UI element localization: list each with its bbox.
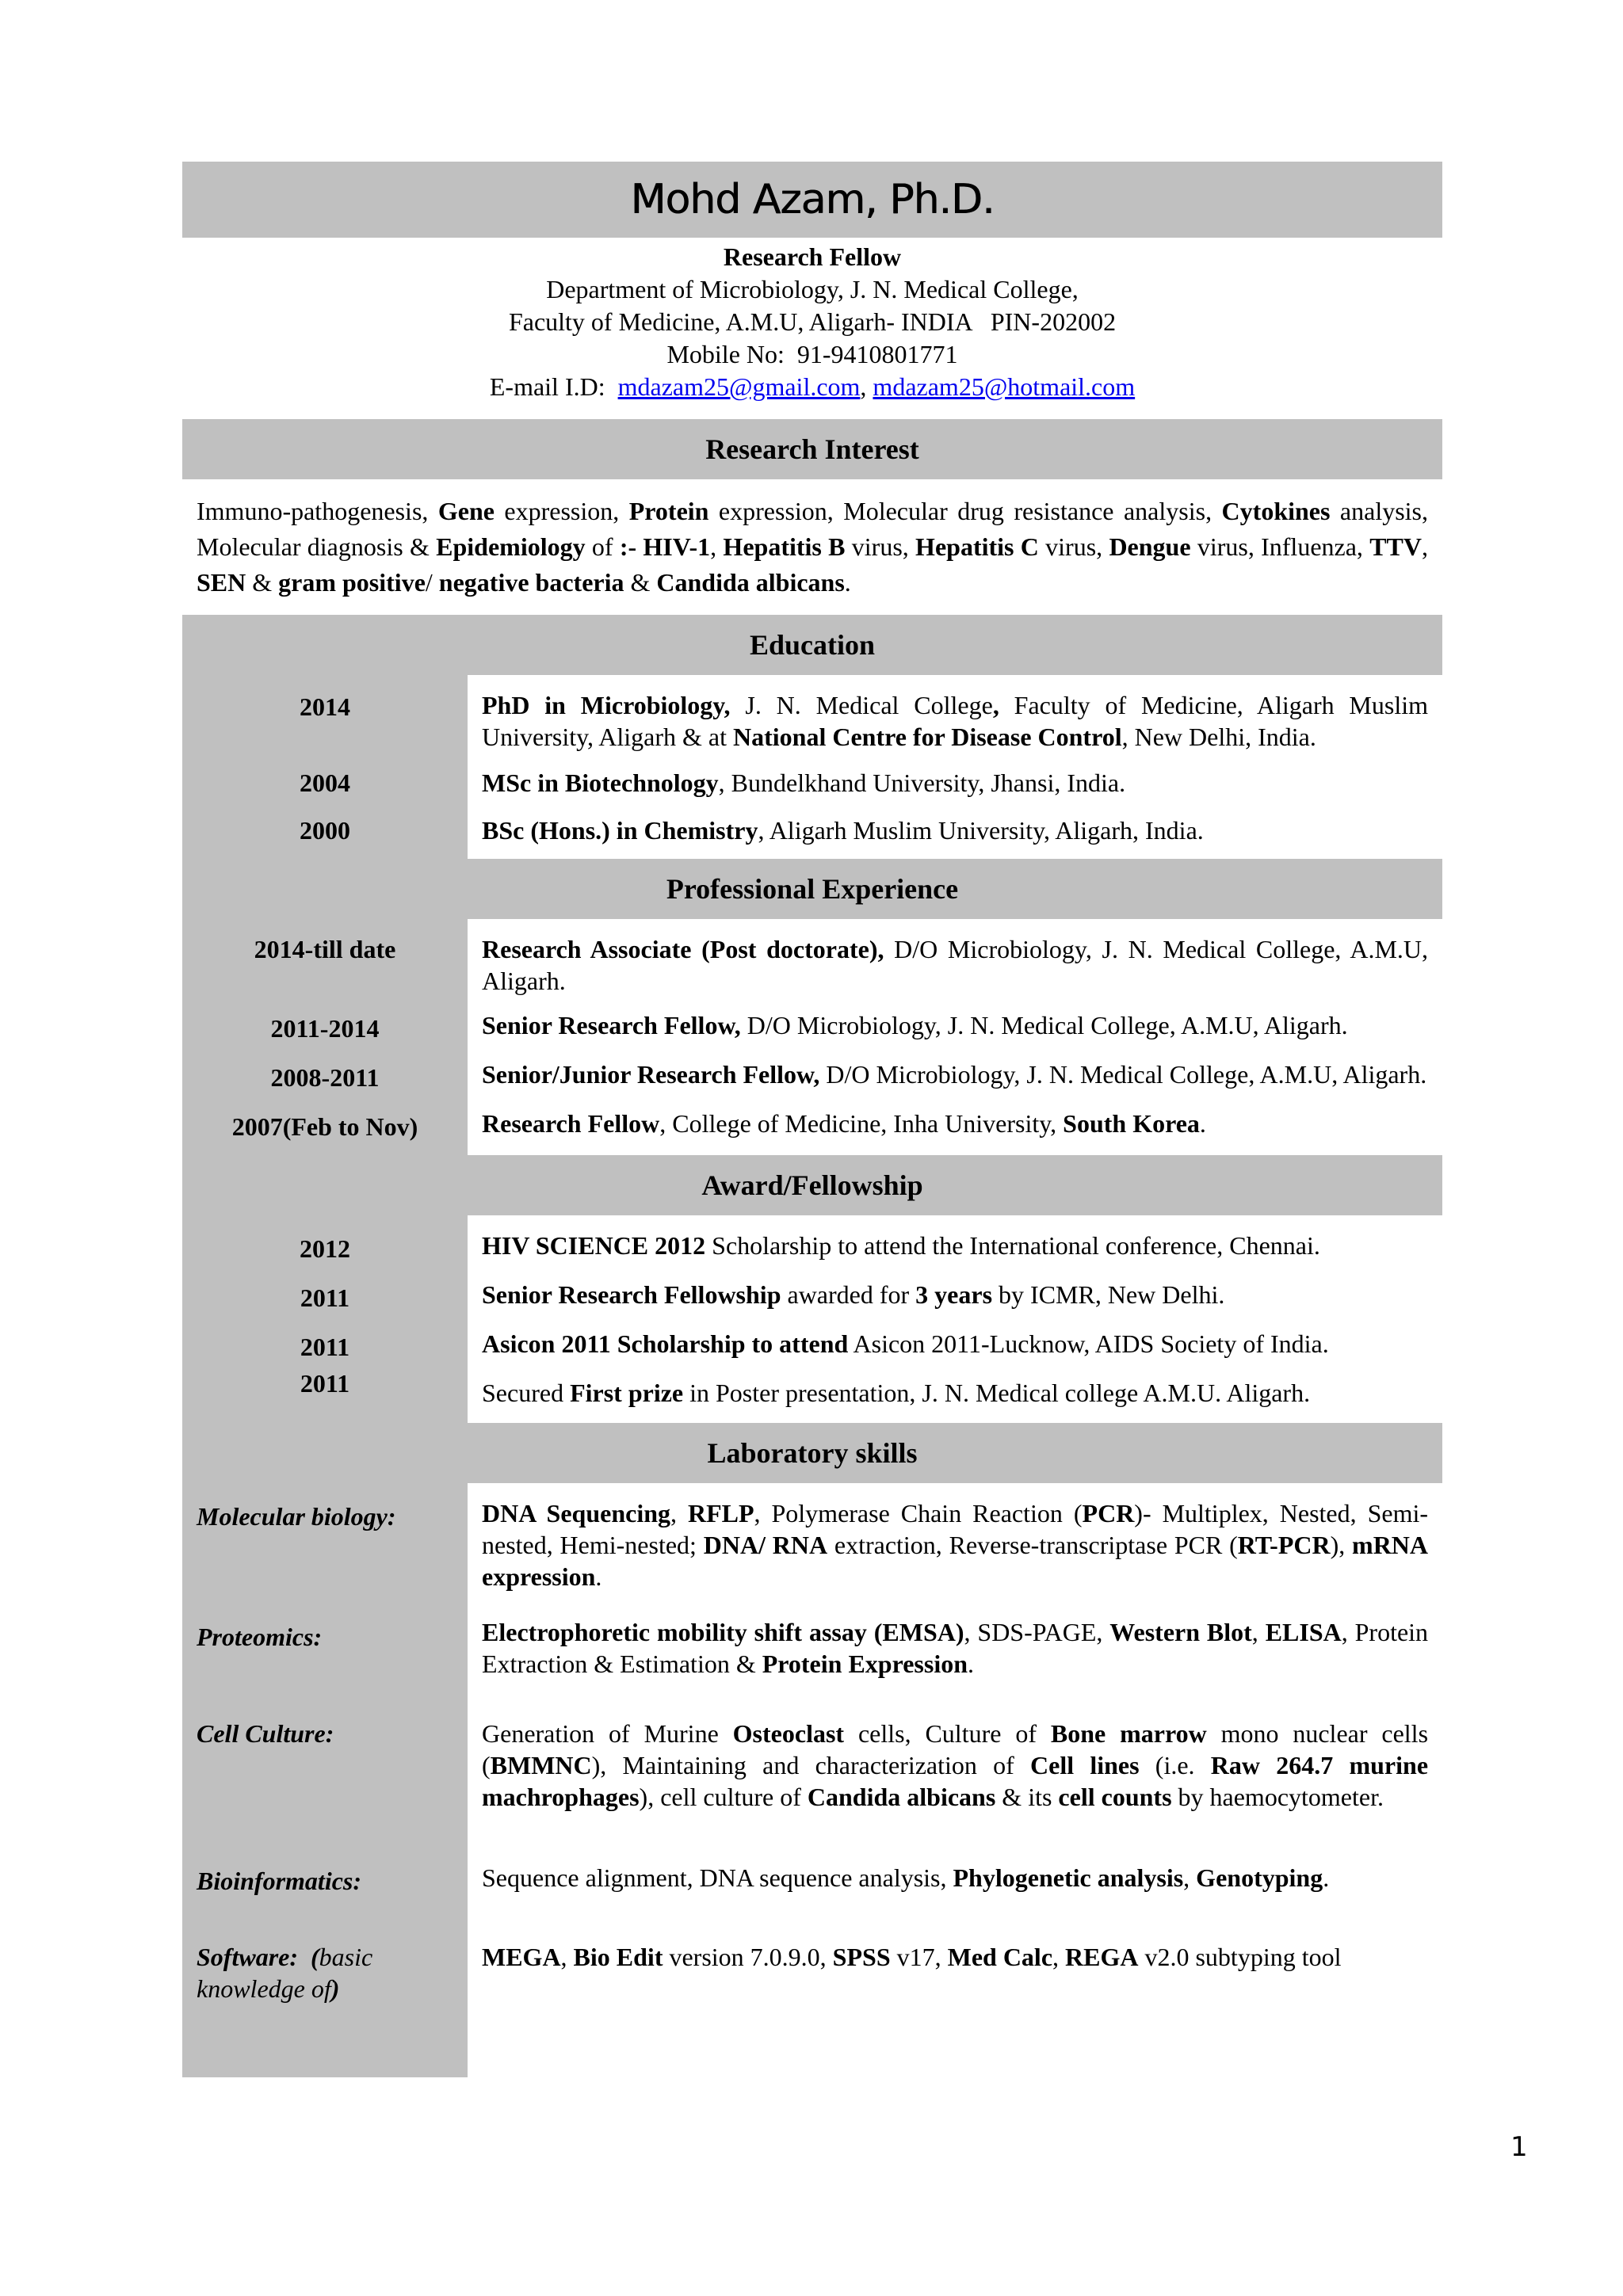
- education-row: [182, 753, 1442, 799]
- award-row: [182, 1314, 1442, 1363]
- email-link-gmail[interactable]: mdazam25@gmail.com: [617, 372, 861, 401]
- education-year: 2000: [300, 816, 350, 845]
- experience-detail: Research Fellow, College of Medicine, Inha University, South Korea.: [482, 1109, 1206, 1138]
- name-banner: [182, 162, 1442, 238]
- education-row: [182, 799, 1442, 859]
- experience-period: 2008-2011: [270, 1063, 380, 1092]
- email-line: [182, 371, 1442, 403]
- page-number: 1: [1510, 2131, 1528, 2163]
- skill-row: [182, 1604, 1442, 1718]
- education-detail: PhD in Microbiology, J. N. Medical College, Faculty of Medicine, Aligarh Muslim University, Aligarh & at National Centre for Disease Control, New Delhi, India.: [482, 691, 1429, 751]
- award-detail: Asicon 2011 Scholarship to attend Asicon 2011-Lucknow, AIDS Society of India.: [482, 1329, 1329, 1358]
- research-interest-text: Immuno-pathogenesis, Gene expression, Protein expression, Molecular drug resistance analysis, Cytokines analysis, Molecular diagnosis & Epidemiology of :- HIV-1, Hepatitis B virus, Hepatitis C virus, Dengue virus, Influenza, TTV, SEN & gram positive/ negative bacteria & Candida albicans.: [197, 497, 1429, 597]
- award-year: 2011: [300, 1333, 350, 1361]
- skill-label: Cell Culture:: [197, 1719, 334, 1748]
- skill-row: [182, 1483, 1442, 1604]
- skill-row: [182, 1862, 1442, 1941]
- email-link-hotmail[interactable]: mdazam25@hotmail.com: [873, 372, 1136, 401]
- education-detail: MSc in Biotechnology, Bundelkhand University, Jhansi, India.: [482, 769, 1126, 797]
- award-row: [182, 1264, 1442, 1314]
- job-title: Research Fellow: [723, 242, 902, 271]
- skill-row: [182, 1718, 1442, 1862]
- experience-period: 2011-2014: [270, 1014, 380, 1043]
- mobile-line: Mobile No: 91-9410801771: [666, 340, 958, 368]
- education-year: 2014: [300, 692, 350, 721]
- education-year: 2004: [300, 769, 350, 797]
- award-year: 2012: [300, 1234, 350, 1263]
- email-label: E-mail I.D:: [489, 372, 618, 401]
- experience-row: [182, 1044, 1442, 1093]
- award-row: [182, 1363, 1442, 1423]
- resume-page: [182, 162, 1442, 2077]
- department-line: Department of Microbiology, J. N. Medical College,: [546, 275, 1079, 303]
- section-header-lab-skills: Laboratory skills: [182, 1423, 1442, 1483]
- cv-table: [182, 615, 1442, 2077]
- experience-detail: Senior/Junior Research Fellow, D/O Microbiology, J. N. Medical College, A.M.U, Aligarh.: [482, 1060, 1427, 1089]
- award-detail: Senior Research Fellowship awarded for 3 years by ICMR, New Delhi.: [482, 1280, 1225, 1309]
- experience-row: [182, 919, 1442, 997]
- award-detail: Secured First prize in Poster presentation, J. N. Medical college A.M.U. Aligarh.: [482, 1379, 1311, 1407]
- candidate-name: Mohd Azam, Ph.D.: [630, 176, 995, 223]
- education-row: [182, 675, 1442, 753]
- skill-label-software: Software: (basic knowledge of): [197, 1943, 373, 2003]
- award-year: 2011: [300, 1369, 350, 1398]
- award-year: 2011: [300, 1283, 350, 1312]
- faculty-line: Faculty of Medicine, A.M.U, Aligarh- INDIA PIN-202002: [508, 307, 1117, 336]
- award-row: [182, 1215, 1442, 1264]
- skill-label: Molecular biology:: [197, 1502, 396, 1531]
- section-header-research-interest: Research Interest: [182, 419, 1442, 479]
- experience-row: [182, 1093, 1442, 1155]
- skill-detail: DNA Sequencing, RFLP, Polymerase Chain Reaction (PCR)- Multiplex, Nested, Semi-nested, Hemi-nested; DNA/ RNA extraction, Reverse-transcriptase PCR (RT-PCR), mRNA expression.: [482, 1499, 1429, 1591]
- skill-detail: Electrophoretic mobility shift assay (EMSA), SDS-PAGE, Western Blot, ELISA, Protein Extraction & Estimation & Protein Expression.: [482, 1618, 1429, 1678]
- experience-period: 2014-till date: [254, 935, 396, 963]
- skill-label: Proteomics:: [197, 1623, 323, 1651]
- award-detail: HIV SCIENCE 2012 Scholarship to attend the International conference, Chennai.: [482, 1231, 1320, 1260]
- skill-label: Bioinformatics:: [197, 1867, 362, 1895]
- email-separator: ,: [860, 372, 873, 401]
- section-header-education: Education: [182, 615, 1442, 675]
- skill-detail: Generation of Murine Osteoclast cells, Culture of Bone marrow mono nuclear cells (BMMNC), Maintaining and characterization of Cell lines (i.e. Raw 264.7 murine machrophages), cell culture of Candida albicans & its cell counts by haemocytometer.: [482, 1719, 1429, 1811]
- section-header-awards: Award/Fellowship: [182, 1155, 1442, 1215]
- contact-block: [182, 238, 1442, 403]
- experience-period: 2007(Feb to Nov): [231, 1112, 418, 1141]
- section-header-experience: Professional Experience: [182, 859, 1442, 919]
- experience-detail: Research Associate (Post doctorate), D/O Microbiology, J. N. Medical College, A.M.U, Aligarh.: [482, 935, 1429, 995]
- education-detail: BSc (Hons.) in Chemistry, Aligarh Muslim University, Aligarh, India.: [482, 816, 1204, 845]
- skill-detail: Sequence alignment, DNA sequence analysis, Phylogenetic analysis, Genotyping.: [482, 1863, 1330, 1892]
- skill-detail: MEGA, Bio Edit version 7.0.9.0, SPSS v17, Med Calc, REGA v2.0 subtyping tool: [482, 1943, 1342, 1971]
- experience-row: [182, 997, 1442, 1044]
- skill-row: [182, 1941, 1442, 2077]
- experience-detail: Senior Research Fellow, D/O Microbiology, J. N. Medical College, A.M.U, Aligarh.: [482, 1011, 1348, 1039]
